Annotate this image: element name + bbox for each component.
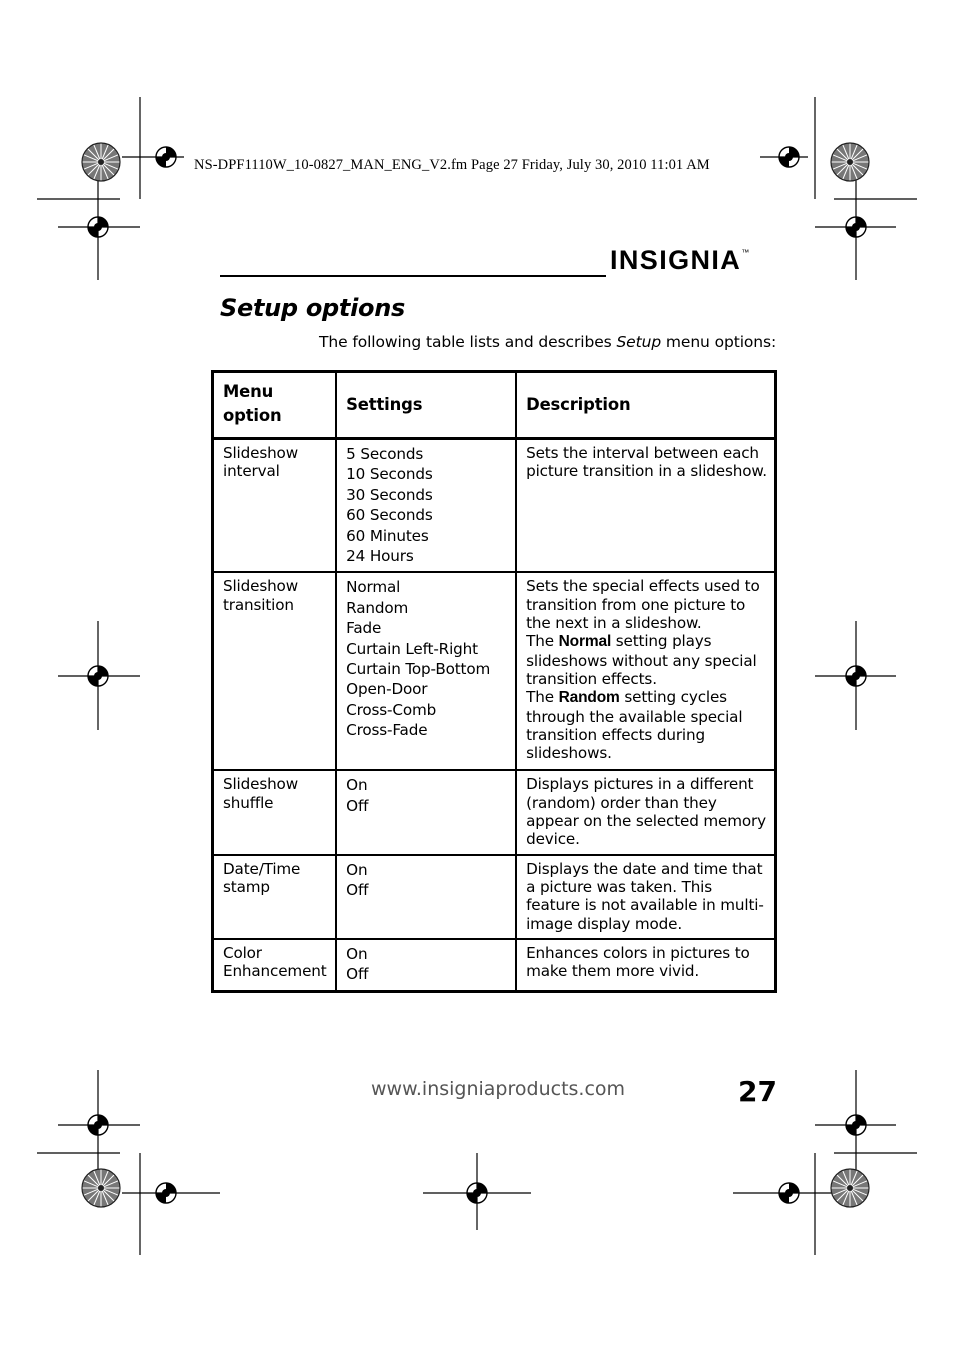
website-url: www.insigniaproducts.com [371,1078,626,1100]
settings-cell [336,939,516,991]
description-keyword: Random [558,689,620,707]
menu-option-cell: Slideshow transition [213,572,337,770]
description-cell [516,770,775,854]
setting-value: 5 Seconds [346,445,424,463]
settings-cell [336,770,516,854]
table-row [213,855,776,939]
setting-value: On [346,860,368,879]
menu-option-cell: Date/Time stamp [213,855,337,939]
setting-value: 10 Seconds [346,465,433,484]
description-text: Sets the interval between each picture transition in a slideshow. [526,444,767,481]
printer-slug-line: NS-DPF1110W_10-0827_MAN_ENG_V2.fm Page 27 Friday, July 30, 2010 11:01 AM [194,157,710,173]
description-text: Sets the special effects used to transition from one picture to the next in a slideshow. [526,577,760,633]
setting-value: 24 Hours [346,547,414,566]
description-fragment: setting plays slideshows without any special transition effects. [526,632,757,688]
setting-value: Cross-Fade [346,721,428,740]
setting-value: 60 Minutes [346,526,429,545]
setup-options-table [211,370,777,993]
setting-value: Off [346,881,369,900]
trademark-mark: ™ [741,248,750,257]
description-text: Displays pictures in a different (random) order than they appear on the selected memory device. [526,775,766,849]
description-text: Enhances colors in pictures to make them more vivid. [526,943,750,981]
intro-before: The following table lists and describes [319,333,617,351]
table-header-row [213,372,776,439]
description-cell [516,855,775,939]
setting-value: Off [346,796,369,815]
setting-value: Cross-Comb [346,700,437,719]
setting-value: Random [346,598,409,617]
setting-value: Normal [346,578,401,597]
setting-value: Curtain Left-Right [346,639,478,658]
settings-cell [336,572,516,770]
menu-option-cell: Slideshow interval [213,439,337,573]
menu-option-cell: Slideshow shuffle [213,770,337,854]
description-text [526,688,769,762]
header-menu-option: Menu option [213,372,337,439]
page-number: 27 [738,1075,777,1108]
setting-value: Open-Door [346,680,428,699]
description-fragment: The [526,688,559,707]
description-text [526,632,769,688]
description-fragment: setting cycles through the available special transition effects during slideshows. [526,688,743,763]
header-description: Description [516,372,775,439]
table-row [213,572,776,770]
description-cell [516,939,775,991]
table-row [213,939,776,991]
setting-value: 30 Seconds [346,485,433,504]
setting-value: Fade [346,619,382,638]
settings-cell [336,439,516,573]
header-settings: Settings [336,372,516,439]
description-text: Displays the date and time that a picture was taken. This feature is not available in multi-image display mode. [526,859,764,933]
setting-value: Curtain Top-Bottom [346,660,491,679]
header-rule [220,275,606,277]
setting-value: 60 Seconds [346,506,433,525]
section-title: Setup options [220,294,405,322]
intro-after: menu options: [661,333,777,351]
description-cell [516,572,775,770]
intro-emphasis: Setup [616,333,662,351]
setting-value: On [346,944,368,963]
table-row [213,770,776,854]
description-cell [516,439,775,573]
settings-cell [336,855,516,939]
intro-text [319,333,776,351]
logo-text: INSIGNIA [610,245,742,275]
description-fragment: The [526,632,559,651]
description-keyword: Normal [558,633,612,651]
menu-option-cell: Color Enhancement [213,939,337,991]
setting-value: On [346,776,368,795]
table-row [213,439,776,573]
setting-value: Off [346,965,369,984]
insignia-logo [610,245,749,276]
